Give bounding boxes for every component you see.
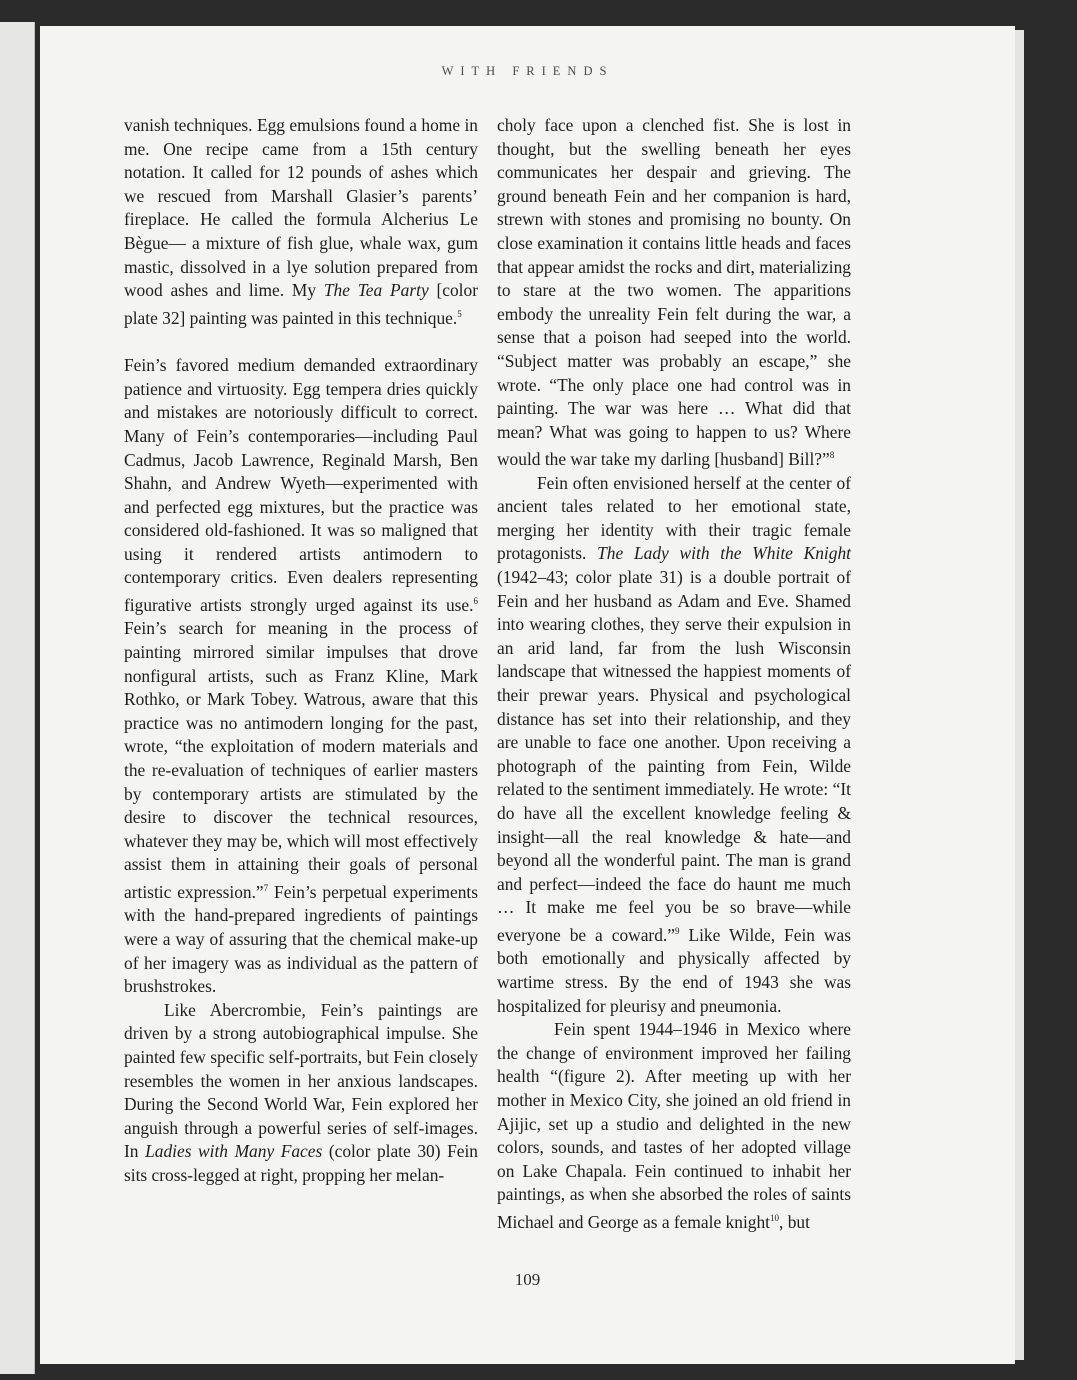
footnote-ref: 8 <box>829 450 835 461</box>
footnote-ref: 5 <box>457 308 462 319</box>
footnote-ref: 7 <box>263 883 269 893</box>
page-edge-shadow <box>1015 30 1024 1360</box>
page-number: 109 <box>514 1270 541 1289</box>
footnote-ref: 9 <box>674 925 680 936</box>
block-quote: vanish techniques. Egg emulsions found a home in me. One recipe came from a 15th century notation. It called for 12 pounds of ashes which we rescued from Marshall Glasier’s parents’ fireplace. He called the formula Alcherius Le Bègue— a mixture of fish glue, whale wax, gum mastic, dissolved in a lye solution prepared from wood ashes and lime. My The Tea Party [color plate 32] painting was painted in this technique.$^5$ <box>124 115 478 328</box>
paragraph: Fein spent 1944–1946 in Mexico where the change of environment improved her failing health “(figure 2). After meeting up with her mother in Mexico City, she joined an old friend in Ajijic, set up a studio and delighted in the new colors, sounds, and tastes of her adopted village on Lake Chapala. Fein continued to inhabit her paintings, as when she absorbed the roles of saints Michael and George as a female knight$^{10}$, but <box>497 1019 851 1232</box>
artwork-title: The Tea Party <box>323 280 429 301</box>
footnote-ref: 6 <box>473 596 478 607</box>
artwork-title: The Lady with the White Knight <box>597 543 851 564</box>
spacer <box>124 330 478 354</box>
left-column <box>124 114 478 1188</box>
artwork-title: Ladies with Many Faces <box>145 1141 323 1162</box>
previous-page-edge <box>0 22 35 1374</box>
right-column <box>497 114 851 1234</box>
footnote-ref: 10 <box>770 1212 779 1223</box>
paragraph: Fein’s favored medium demanded extraordinary patience and virtuosity. Egg tempera dries quickly and mistakes are notoriously difficult to correct. Many of Fein’s contemporaries—including Paul Cadmus, Jacob Lawrence, Reginald Marsh, Ben Shahn, and Andrew Wyeth—experimented with and perfected egg mixtures, but the practice was considered old-fashioned. It was so maligned that using it rendered artists antimodern to contemporary critics. Even dealers representing figurative artists strongly urged against its use.$^6$ Fein’s search for meaning in the process of painting mirrored similar impulses that drove nonfigural artists, such as Franz Kline, Mark Rothko, or Mark Tobey. Watrous, aware that this practice was no antimodern longing for the past, wrote, “the exploitation of modern materials and the re-evaluation of techniques of earlier masters by contemporary artists are stimulated by the desire to discover the technical resources, whatever they may be, which will most effectively assist them in attaining their goals of personal artistic expression.”$^7$ Fein’s perpetual experiments with the hand-prepared ingredients of paintings were a way of assuring that the chemical make-up of her imagery was as individual as the pattern of brushstrokes. <box>124 355 478 997</box>
running-head: WITH FRIENDS <box>441 64 614 78</box>
paragraph: Fein often envisioned herself at the center of ancient tales related to her emotional state, merging her identity with their tragic female protagonists. The Lady with the White Knight (1942–43; color plate 31) is a double portrait of Fein and her husband as Adam and Eve. Shamed into wearing clothes, they serve their expulsion in an arid land, far from the lush Wisconsin landscape that witnessed the happiest moments of their prewar years. Physical and psychological distance has set into their relationship, and they are unable to face one another. Upon receiving a photograph of the painting from Fein, Wilde related to the sentiment immediately. He wrote: “It do have all the excellent knowledge feeling & insight—all the real knowledge & hate—and beyond all the wonderful paint. The man is grand and perfect—indeed the face do haunt me much … It make me feel you be so brave—while everyone be a coward.”$^9$ Like Wilde, Fein was both emotionally and physically affected by wartime stress. By the end of 1943 she was hospitalized for pleurisy and pneumonia. <box>497 472 851 1016</box>
paragraph: choly face upon a clenched fist. She is lost in thought, but the swelling beneath her eyes communicates her despair and grieving. The ground beneath Fein and her companion is hard, strewn with stones and promising no bounty. On close examination it contains little heads and faces that appear amidst the rocks and dirt, materializing to stare at the two women. The apparitions embody the unreality Fein felt during the war, a sense that a poison had seeped into the world. “Subject matter was probably an escape,” she wrote. “The only place one had control was in painting. The war was here … What did that mean? What was going to happen to us? Where would the war take my darling [husband] Bill?”$^8$ <box>497 115 851 470</box>
paragraph: Like Abercrombie, Fein’s paintings are driven by a strong autobiographical impulse. She painted few specific self-portraits, but Fein closely resembles the women in her anxious landscapes. During the Second World War, Fein explored her anguish through a powerful series of self-images. In Ladies with Many Faces (color plate 30) Fein sits cross-legged at right, propping her melan- <box>124 999 478 1185</box>
